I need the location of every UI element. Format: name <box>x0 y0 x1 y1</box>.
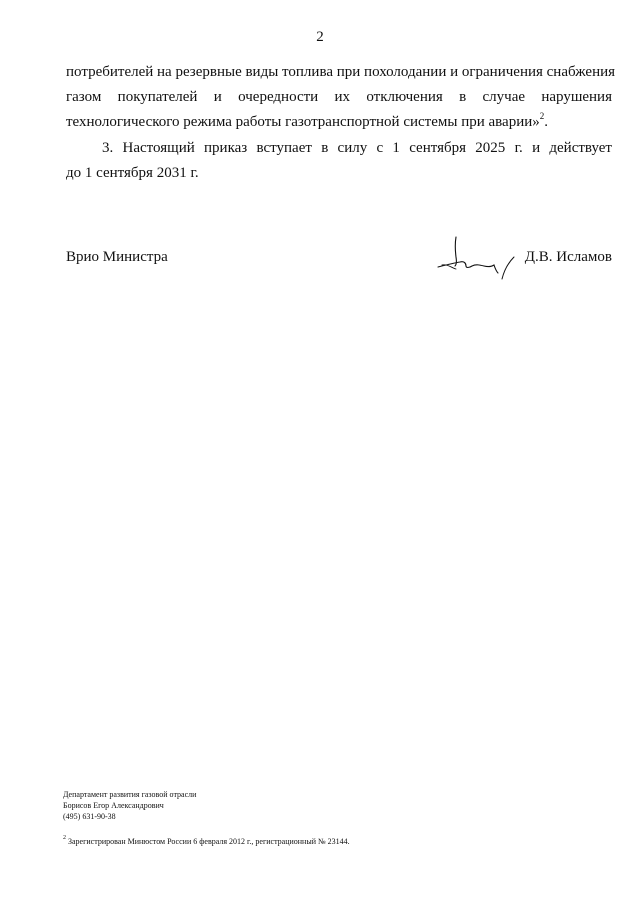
text-line: газом покупателей и очередности их отключения в случае нарушения <box>66 89 612 105</box>
item-3-paragraph <box>66 136 612 186</box>
footnote-marker: 2 <box>63 835 66 842</box>
handwritten-signature <box>436 235 526 295</box>
signer-position: Врио Министра <box>66 249 168 265</box>
footnote-text: Зарегистрирован Минюстом России 6 февраля 2012 г., регистрационный № 23144. <box>68 837 350 846</box>
executor-department: Департамент развития газовой отрасли <box>63 790 197 799</box>
text-line: потребителей на резервные виды топлива при похолодании и ограничения снабжения <box>66 64 616 80</box>
executor-info <box>63 789 196 822</box>
text-line-content: технологического режима работы газотранспортной системы при аварии» <box>66 114 540 130</box>
page-number: 2 <box>316 29 324 45</box>
footnote-reference: 2 <box>539 111 545 121</box>
executor-phone: (495) 631-90-38 <box>63 812 116 821</box>
continuation-paragraph <box>66 60 616 135</box>
text-line-last <box>66 110 612 135</box>
text-line: 3. Настоящий приказ вступает в силу с 1 сентября 2025 г. и действует <box>102 140 612 156</box>
text-line: до 1 сентября 2031 г. <box>66 165 199 181</box>
executor-name: Борисов Егор Александрович <box>63 801 164 810</box>
signer-name: Д.В. Исламов <box>524 249 612 265</box>
end-punctuation: . <box>544 114 549 130</box>
signature-block <box>66 249 612 299</box>
footnote <box>63 836 350 847</box>
